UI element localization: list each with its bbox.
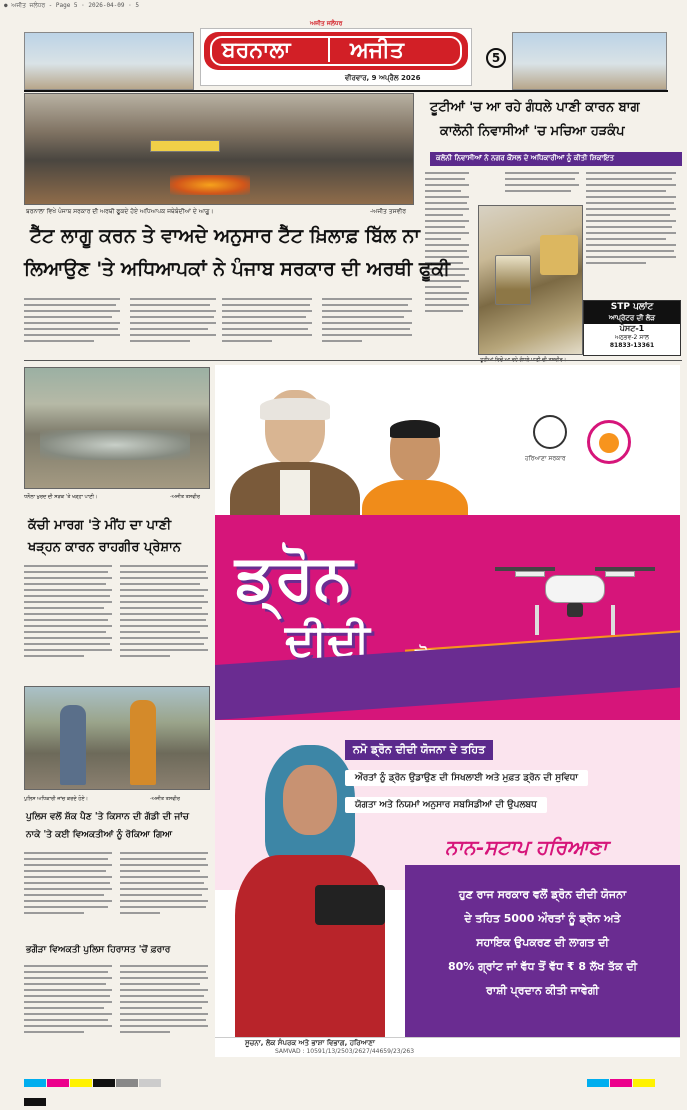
story3-photo-credit: -ਅਜੀਤ ਤਸਵੀਰ [170,494,200,500]
ad-para-line3: ਸਹਾਇਕ ਉਪਕਰਣ ਦੀ ਲਾਗਤ ਦੀ [476,936,609,949]
story5-body-col2 [120,965,212,1055]
story5-body-col1 [24,965,116,1055]
ad-bullet-1: ਔਰਤਾਂ ਨੂੰ ਡ੍ਰੋਨ ਉਡਾਉਣ ਦੀ ਸਿਖਲਾਈ ਅਤੇ ਮੁਫ਼ਤ ਡ੍ਰੋਨ ਦੀ ਸੁਵਿਧਾ [345,770,588,786]
police-figure [60,705,86,785]
issue-date: ਵੀਰਵਾਰ, 9 ਅਪ੍ਰੈਲ 2026 [345,74,421,82]
ad-gov-label: ਹਰਿਆਣਾ ਸਰਕਾਰ [525,455,566,462]
story3-headline-line2: ਖੜ੍ਹਨ ਕਾਰਨ ਰਾਹਗੀਰ ਪ੍ਰੇਸ਼ਾਨ [28,540,181,555]
classified-line1: ਪੋਸਟ-1 [619,324,645,333]
story1-headline-line1: ਟੈੱਟ ਲਾਗੂ ਕਰਨ ਤੇ ਵਾਅਦੇ ਅਨੁਸਾਰ ਟੈੱਟ ਖ਼ਿਲਾਫ਼ ਬਿੱਲ ਨਾ [30,225,420,247]
story2-headline-line1: ਟੂਟੀਆਂ 'ਚ ਆ ਰਹੇ ਗੰਧਲੇ ਪਾਣੀ ਕਾਰਨ ਬਾਗ [430,100,640,115]
police-checking-photo [24,686,210,790]
story3-headline-line1: ਕੱਚੀ ਮਾਰਗ 'ਤੇ ਮੀਂਹ ਦਾ ਪਾਣੀ [28,518,172,533]
scheme-logo-inner [599,433,619,453]
ad-scheme-banner: ਨਮੋ ਡ੍ਰੋਨ ਦੀਦੀ ਯੋਜਨਾ ਦੇ ਤਹਿਤ [345,740,493,760]
story2-headline-line2: ਕਾਲੋਨੀ ਨਿਵਾਸੀਆਂ 'ਚ ਮਚਿਆ ਹੜਕੰਪ [440,124,625,139]
ad-para-line1: ਹੁਣ ਰਾਜ ਸਰਕਾਰ ਵਲੋਂ ਡ੍ਰੋਨ ਦੀਦੀ ਯੋਜਨਾ [458,888,627,901]
masthead-right-photo [512,32,667,90]
ad-para-line5: ਰਾਸ਼ੀ ਪ੍ਰਦਾਨ ਕੀਤੀ ਜਾਵੇਗੀ [486,984,599,997]
protest-fire [170,175,250,195]
story1-photo-credit: -ਅਜੀਤ ਤਸਵੀਰ [370,208,406,215]
road-water-photo [24,367,210,489]
story2-subhead: ਕਲੋਨੀ ਨਿਵਾਸੀਆਂ ਨੇ ਨਗਰ ਕੌਂਸਲ ਦੇ ਅਧਿਕਾਰੀਆਂ ਨੂੰ ਕੀਤੀ ਸ਼ਿਕਾਇਤ [430,152,682,166]
protest-banner [150,140,220,152]
masthead-rule [24,90,668,92]
water-bucket [540,235,578,275]
ad-tagline: ਨਾਨ-ਸਟਾਪ ਹਰਿਆਣਾ [445,835,608,859]
ad-title-didi: ਦੀਦੀ [285,615,370,666]
print-info-strip: ● ਅਜੀਤ ਜਲੰਧਰ - Page 5 · 2026-04-09 · 5 [4,2,139,9]
ad-bullet-2: ਯੋਗਤਾ ਅਤੇ ਨਿਯਮਾਂ ਅਨੁਸਾਰ ਸਬਸਿਡੀਆਂ ਦੀ ਉਪਲਬਧ [345,797,547,813]
turban-figure [130,700,156,785]
classified-ad [583,300,681,356]
story2-body-col3 [586,172,682,297]
paper-name: ਅਜੀਤ [350,37,404,63]
story5-headline: ਭਗੌੜਾ ਵਿਅਕਤੀ ਪੁਲਿਸ ਹਿਰਾਸਤ 'ਚੋਂ ਫ਼ਰਾਰ [26,945,171,955]
page-divider [24,360,682,361]
story1-body-col2 [130,298,220,358]
story4-photo-credit: -ਅਜੀਤ ਤਸਵੀਰ [150,796,180,802]
ad-para-line2: ਦੇ ਤਹਿਤ 5000 ਔਰਤਾਂ ਨੂੰ ਡ੍ਰੋਨ ਅਤੇ [464,912,621,925]
ad-samvad-code: SAMVAD : 10591/13/2503/2627/44659/23/263 [275,1048,415,1055]
story4-photo-caption: ਪੁਲਿਸ ਅਧਿਕਾਰੀ ਜਾਂਚ ਕਰਦੇ ਹੋਏ। [24,796,89,802]
story1-body-col3 [222,298,317,358]
ad-footer-text: ਸੂਚਨਾ, ਲੋਕ ਸੰਪਰਕ ਅਤੇ ਭਾਸ਼ਾ ਵਿਭਾਗ, ਹਰਿਆਣਾ [245,1039,375,1047]
story1-photo-caption: ਬਰਨਾਲਾ ਵਿਖੇ ਪੰਜਾਬ ਸਰਕਾਰ ਦੀ ਅਰਥੀ ਫੂਕਦੇ ਹੋਏ ਅਧਿਆਪਕ ਜਥੇਬੰਦੀਆਂ ਦੇ ਆਗੂ। [26,208,214,215]
ad-title-drone: ਡ੍ਰੋਨ [235,540,353,613]
ad-para-line4: 80% ਗ੍ਰਾਂਟ ਜਾਂ ਵੱਧ ਤੋਂ ਵੱਧ ₹ 8 ਲੱਖ ਤੱਕ ਦੀ [447,960,638,973]
page-number: 5 [486,48,506,68]
story4-headline-line1: ਪੁਲਿਸ ਵਲੋਂ ਸ਼ੱਕ ਪੈਣ 'ਤੇ ਕਿਸਾਨ ਦੀ ਗੱਡੀ ਦੀ ਜਾਂਚ [26,812,189,822]
story3-body-col1 [24,565,116,675]
color-registration-bar [24,1072,664,1082]
masthead-divider [328,38,330,62]
story1-body-col4 [322,298,417,358]
classified-line2: ਅਨੁਭਵ-2 ਸਾਲ [614,334,649,341]
drone-didi-advertisement [215,365,680,1057]
classified-title: STP ਪਲਾਂਟ [584,301,680,313]
story1-body-col1 [24,298,124,358]
masthead-left-photo [24,32,194,90]
masthead-sub-label: ਅਜੀਤ ਜਲੰਧਰ [310,20,343,27]
story4-body-col2 [120,852,212,932]
classified-subtitle: ਆਪ੍ਰੇਟਰ ਦੀ ਲੋੜ [584,313,680,324]
story4-headline-line2: ਨਾਕੇ 'ਤੇ ਕਈ ਵਿਅਕਤੀਆਂ ਨੂੰ ਰੋਕਿਆ ਗਿਆ [26,830,173,840]
water-glass [495,255,531,305]
road-puddle [40,430,190,460]
haryana-emblem [533,415,567,449]
classified-phone: 81833-13361 [609,342,655,349]
story4-body-col1 [24,852,116,932]
story3-photo-caption: ਧਨੌਲਾ ਖੁਰਦ ਦੀ ਸੜਕ 'ਤੇ ਖੜ੍ਹਾ ਪਾਣੀ। [24,494,98,500]
story3-body-col2 [120,565,212,675]
edition-name: ਬਰਨਾਲਾ [222,37,291,63]
story1-headline-line2: ਲਿਆਉਣ 'ਤੇ ਅਧਿਆਪਕਾਂ ਨੇ ਪੰਜਾਬ ਸਰਕਾਰ ਦੀ ਅਰਥੀ ਫੂਕੀ [24,258,451,280]
story2-body-col2 [505,172,583,202]
drone-graphic [485,555,665,645]
